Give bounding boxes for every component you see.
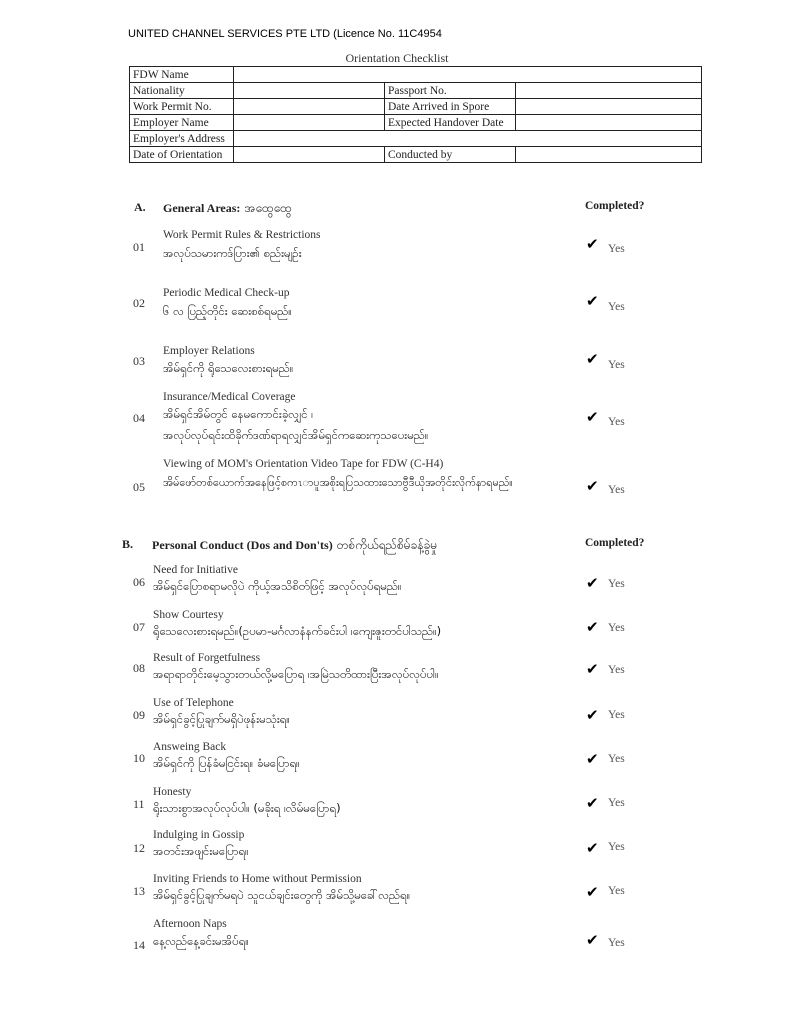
nationality-field[interactable]	[234, 83, 385, 99]
company-header: UNITED CHANNEL SERVICES PTE LTD (Licence No. 11C4954	[128, 28, 442, 40]
item-number: 01	[133, 240, 145, 254]
fdw-name-field[interactable]	[234, 67, 702, 83]
checkmark-icon[interactable]: ✔	[586, 350, 599, 368]
nationality-label: Nationality	[130, 83, 234, 99]
checkmark-icon[interactable]: ✔	[586, 477, 599, 495]
work-permit-no-field[interactable]	[234, 99, 385, 115]
employer-address-field[interactable]	[234, 131, 702, 147]
checkmark-icon[interactable]: ✔	[586, 660, 599, 678]
item-number: 04	[133, 411, 145, 425]
item-number: 12	[133, 841, 145, 855]
item-description-my-line2: အလုပ်လုပ်ရင်းထိခိုက်ဒဏ်ရာရလျှင်အိမ်ရှင်ကဆေးကုသပေးမည်။	[163, 428, 429, 442]
item-title-en: Afternoon Naps	[153, 918, 227, 930]
section-b-title-my: တစ်ကိုယ်ရည်စိမ်ခန့်ခွဲမှု	[336, 538, 438, 552]
item-number: 08	[133, 661, 145, 675]
table-row	[130, 131, 702, 147]
checkmark-icon[interactable]: ✔	[586, 839, 599, 857]
completed-status: Yes	[608, 797, 625, 809]
checkmark-icon[interactable]: ✔	[586, 235, 599, 253]
item-title-en: Honesty	[153, 786, 192, 798]
item-number: 13	[133, 884, 145, 898]
item-number: 10	[133, 751, 145, 765]
employer-address-label: Employer's Address	[130, 131, 234, 147]
section-a-completed-label: Completed?	[585, 200, 645, 212]
item-number: 05	[133, 480, 145, 494]
completed-status: Yes	[608, 841, 625, 853]
checkmark-icon[interactable]: ✔	[586, 883, 599, 901]
item-description-my: အိမ်ဖော်တစ်ယောက်အနေဖြင့်စကၤာပူအစိုးရပြသထားသောဗွီဒီယိုအတိုင်းလိုက်နာရမည်။	[163, 476, 513, 489]
checkmark-icon[interactable]: ✔	[586, 574, 599, 592]
expected-handover-field[interactable]	[516, 115, 702, 131]
completed-status: Yes	[608, 301, 625, 313]
completed-status: Yes	[608, 709, 625, 721]
item-number: 07	[133, 620, 145, 634]
item-title-en: Insurance/Medical Coverage	[163, 391, 296, 403]
date-arrived-label: Date Arrived in Spore	[385, 99, 516, 115]
checkmark-icon[interactable]: ✔	[586, 706, 599, 724]
item-title-en: Need for Initiative	[153, 564, 238, 576]
item-title-en: Answeing Back	[153, 741, 227, 753]
item-number: 14	[133, 938, 145, 952]
employer-name-label: Employer Name	[130, 115, 234, 131]
item-number: 09	[133, 708, 145, 722]
date-arrived-field[interactable]	[516, 99, 702, 115]
document-title: Orientation Checklist	[345, 51, 449, 65]
section-b-title	[152, 537, 437, 555]
item-description-my: အိမ်ရှင်အိမ်တွင် နေမကောင်းခဲ့လျှင် ၊	[163, 407, 314, 421]
date-of-orientation-field[interactable]	[234, 147, 385, 163]
table-row	[130, 99, 702, 115]
table-row	[130, 147, 702, 163]
completed-status: Yes	[608, 416, 625, 428]
item-description-my: အိမ်ရှင်ကို ပြန်ခံမငြင်းရ။ ခံမပြောရ။	[153, 756, 300, 770]
section-a-letter: A.	[134, 200, 146, 214]
item-description-my: အိမ်ရှင်ပြောစရာမလိုပဲ ကိုယ့်အသိစိတ်ဖြင့် အလုပ်လုပ်ရမည်။	[153, 579, 402, 593]
orientation-info-table	[129, 66, 702, 163]
item-number: 11	[133, 797, 145, 811]
item-description-my: အိမ်ရှင်ခွင့်ပြုချက်မရှိပဲဖုန်းမသုံးရ။	[153, 712, 290, 726]
item-title-en: Work Permit Rules & Restrictions	[163, 229, 321, 241]
employer-name-field[interactable]	[234, 115, 385, 131]
item-description-my: ရိုသေလေးစားရမည်။(ဥပမာ-မင်္ဂလာနံနက်ခင်းပါ ၊ကျေးဇူးတင်ပါသည်။)	[153, 624, 442, 638]
item-description-my: အိမ်ရှင်ခွင့်ပြုချက်မရပဲ သူငယ်ချင်းတွေကို အိမ်သို့မခေါ်လည်ရ။	[153, 888, 411, 902]
completed-status: Yes	[608, 359, 625, 371]
completed-status: Yes	[608, 484, 625, 496]
item-title-en: Show Courtesy	[153, 609, 224, 621]
item-title-en: Use of Telephone	[153, 697, 234, 709]
completed-status: Yes	[608, 753, 625, 765]
item-number: 03	[133, 354, 145, 368]
item-description-my: ရိုးသားစွာအလုပ်လုပ်ပါ။ (မခိုးရ ၊လိမ်မပြောရ)	[153, 801, 341, 815]
completed-status: Yes	[608, 664, 625, 676]
section-a-title-en: General Areas:	[163, 201, 241, 215]
completed-status: Yes	[608, 937, 625, 949]
completed-status: Yes	[608, 885, 625, 897]
completed-status: Yes	[608, 243, 625, 255]
fdw-name-label: FDW Name	[130, 67, 234, 83]
item-title-en: Viewing of MOM's Orientation Video Tape for FDW (C-H4)	[163, 458, 444, 470]
table-row	[130, 83, 702, 99]
checkmark-icon[interactable]: ✔	[586, 408, 599, 426]
item-description-my: နေ့လည်နေ့ခင်းမအိပ်ရ။	[153, 934, 249, 948]
checkmark-icon[interactable]: ✔	[586, 750, 599, 768]
item-number: 02	[133, 296, 145, 310]
section-b-letter: B.	[122, 537, 134, 551]
item-number: 06	[133, 575, 145, 589]
section-a-title-my: အထွေထွေ	[244, 201, 292, 215]
item-title-en: Periodic Medical Check-up	[163, 287, 290, 299]
work-permit-no-label: Work Permit No.	[130, 99, 234, 115]
checkmark-icon[interactable]: ✔	[586, 292, 599, 310]
checkmark-icon[interactable]: ✔	[586, 931, 599, 949]
completed-status: Yes	[608, 622, 625, 634]
passport-no-field[interactable]	[516, 83, 702, 99]
item-title-en: Indulging in Gossip	[153, 829, 245, 841]
conducted-by-field[interactable]	[516, 147, 702, 163]
passport-no-label: Passport No.	[385, 83, 516, 99]
section-b-completed-label: Completed?	[585, 537, 645, 549]
table-row	[130, 67, 702, 83]
expected-handover-label: Expected Handover Date	[385, 115, 516, 131]
item-description-my: အရာရာတိုင်းမေ့သွားတယ်လို့မပြောရ ၊အမြဲသတိထားပြီးအလုပ်လုပ်ပါ။	[153, 667, 439, 681]
item-title-en: Inviting Friends to Home without Permission	[153, 873, 362, 885]
item-description-my: ၆ လ ပြည့်တိုင်း ဆေးစစ်ရမည်။	[163, 304, 292, 318]
checkmark-icon[interactable]: ✔	[586, 618, 599, 636]
section-b-title-en: Personal Conduct (Dos and Don'ts)	[152, 538, 333, 552]
item-title-en: Result of Forgetfulness	[153, 652, 261, 664]
checkmark-icon[interactable]: ✔	[586, 794, 599, 812]
conducted-by-label: Conducted by	[385, 147, 516, 163]
item-description-my: အတင်းအဖျင်းမပြောရ။	[153, 844, 249, 858]
item-description-my: အိမ်ရှင်ကို ရိုသေလေးစားရမည်။	[163, 361, 294, 375]
item-title-en: Employer Relations	[163, 345, 255, 357]
table-row	[130, 115, 702, 131]
completed-status: Yes	[608, 578, 625, 590]
item-description-my: အလုပ်သမားကဒ်ပြား၏ စည်းမျဉ်း	[163, 246, 302, 260]
section-a-title	[163, 200, 292, 218]
date-of-orientation-label: Date of Orientation	[130, 147, 234, 163]
